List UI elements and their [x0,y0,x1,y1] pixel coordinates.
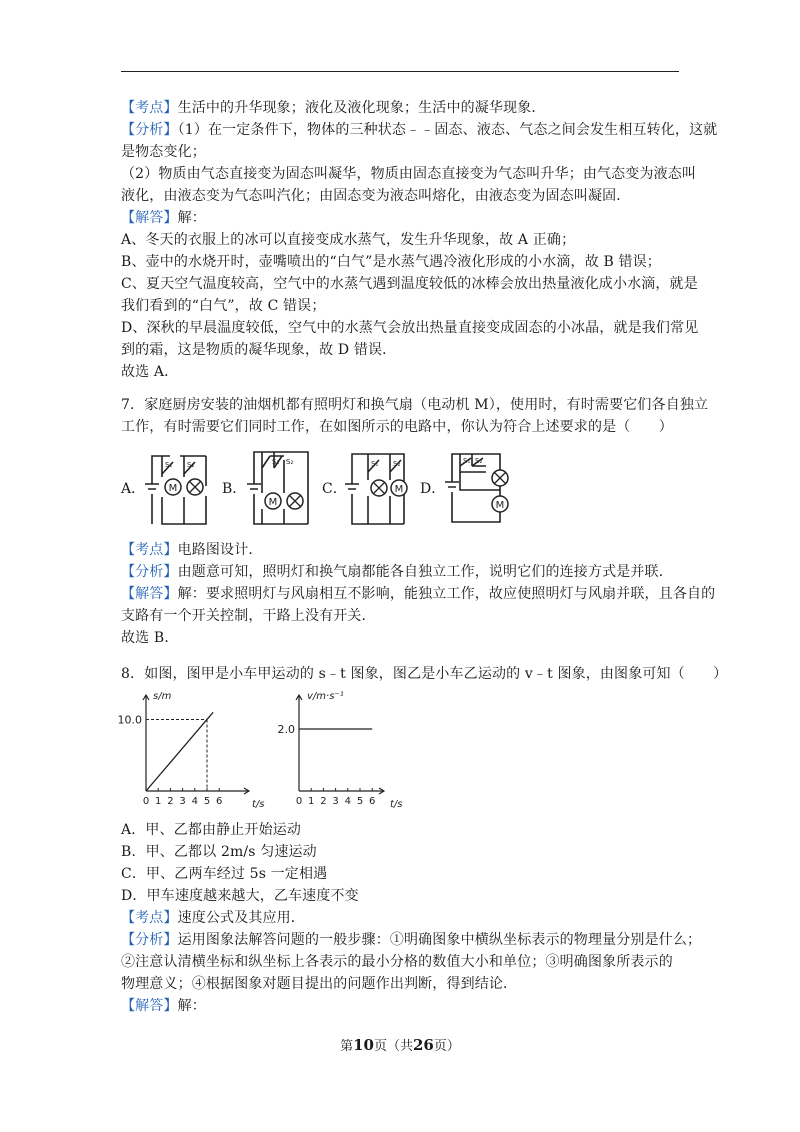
kaodian-tag: 【考点】 [121,100,178,116]
q6-fenxi-text-1: （1）在一定条件下，物体的三种状态﹣﹣固态、液态、气态之间会发生相互转化，这就 [177,122,718,138]
q6-fenxi-text-2: 是物态变化； [121,144,206,160]
circuit-diagram-a [142,446,218,528]
q6-option-c-explanation-1: C、夏天空气温度较高，空气中的水蒸气遇到温度较低的冰棒会放出热量液化成小水滴，就是 [121,276,698,292]
x-tick-label: 6 [216,796,223,807]
switch-s2-label: S₂ [187,461,195,469]
kaodian-tag: 【考点】 [121,910,178,926]
jieda-tag: 【解答】 [121,998,178,1014]
switch-s2-label: S₂ [475,457,483,465]
circuit-diagram-d [442,446,516,528]
footer-page-number: 10 [353,1036,374,1054]
x-tick-label: 6 [369,796,376,807]
q7-option-c-label: C． [322,481,347,497]
y-tick-label: 10.0 [117,713,142,727]
x-tick-label: 3 [332,796,339,807]
fenxi-tag: 【分析】 [121,932,178,948]
q7-stem-2: 工作，有时需要它们同时工作，在如图所示的电路中，你认为符合上述要求的是（ ） [121,419,673,435]
q7-jieda-text-2: 支路有一个开关控制，干路上没有开关． [121,608,376,624]
motor-label: M [268,497,278,508]
switch-s1-label: S₁ [371,460,379,468]
q7-kaodian-text: 电路图设计． [177,542,263,558]
switch-s2-label: S₂ [393,460,401,468]
q7-stem-1: 7．家庭厨房安装的油烟机都有照明灯和换气扇（电动机 M），使用时，有时需要它们各自独立 [121,397,709,413]
page-footer [0,1036,800,1056]
switch-s1-label: S₁ [463,457,471,465]
q6-kaodian-text: 生活中的升华现象；液化及液化现象；生活中的凝华现象． [177,100,546,116]
q8-jieda-line [121,996,691,1016]
y-tick-label: 2.0 [277,723,295,736]
footer-total-pages: 26 [413,1036,434,1054]
q7-option-b-label: B． [222,481,247,497]
kaodian-tag: 【考点】 [121,542,178,558]
footer-prefix: 第 [340,1039,354,1054]
motor-label: M [394,484,404,495]
x-tick-label: 5 [203,796,211,807]
q8-option-a: A．甲、乙都由静止开始运动 [121,822,302,838]
q6-jieda-line [121,208,691,228]
x-tick-label: 3 [179,796,186,807]
q6-option-d-explanation-2: 到的霜，这是物质的凝华现象，故 D 错误． [121,342,397,358]
x-tick-label: 0 [295,796,303,807]
q8-stem: 8．如图，图甲是小车甲运动的 s﹣t 图象，图乙是小车乙运动的 v﹣t 图象，由图象可知（ ） [121,666,728,682]
q6-answer: 故选 A． [121,364,179,380]
chart-axes [143,695,249,794]
q7-answer: 故选 B． [121,630,179,646]
motor-label: M [495,500,505,511]
q6-fenxi-line [121,120,718,140]
x-tick-label: 1 [308,796,315,807]
circuit-diagram-c [342,446,416,528]
s-t-chart [117,688,271,810]
q6-fenxi-text-4: 液化，由液态变为气态叫汽化；由固态变为液态叫熔化，由液态变为固态叫凝固． [121,188,631,204]
v-t-chart [278,688,428,810]
q7-fenxi-text: 由题意可知，照明灯和换气扇都能各自独立工作，说明它们的连接方式是并联． [177,564,673,580]
q7-option-d-label: D． [420,481,446,497]
y-axis-label: v/m·s⁻¹ [307,691,344,702]
q6-jieda-text: 解： [177,210,206,226]
chart-axes [296,695,384,794]
q8-fenxi-line [121,930,702,950]
q6-option-a-explanation: A、冬天的衣服上的冰可以直接变成水蒸气，发生升华现象，故 A 正确； [121,232,576,248]
footer-mid: 页（共 [373,1039,413,1054]
q6-fenxi-text-3: （2）物质由气态直接变为固态叫凝华，物质由固态直接变为气态叫升华；由气态变为液态叫 [121,166,697,182]
switch-s1-label: S₁ [165,461,173,469]
jieda-tag: 【解答】 [121,210,178,226]
jieda-tag: 【解答】 [121,586,178,602]
q8-kaodian-text: 速度公式及其应用． [177,910,305,926]
motor-label: M [168,483,178,494]
switch-s1-label: S₁ [272,458,280,466]
q8-fenxi-text-1: 运用图象法解答问题的一般步骤：①明确图象中横纵坐标表示的物理量分别是什么； [177,932,702,948]
x-tick-label: 5 [356,796,364,807]
x-tick-label: 4 [191,796,198,807]
x-tick-label: 2 [320,796,327,807]
x-axis-label: t/s [390,799,403,810]
q6-option-c-explanation-2: 我们看到的“白气”，故 C 错误； [121,298,326,314]
switch-s2-label: S₂ [286,458,294,466]
q8-fenxi-text-2: ②注意认清横坐标和纵坐标上各表示的最小分格的数值大小和单位；③明确图象所表示的 [121,954,673,970]
q7-jieda-text-1: 解：要求照明灯与风扇相互不影响，能独立工作，故应使照明灯与风扇并联，且各自的 [177,586,716,602]
footer-suffix: 页） [433,1039,460,1054]
x-tick-label: 1 [155,796,162,807]
x-tick-label: 0 [142,796,150,807]
q7-fenxi-line [121,562,691,582]
circuit-diagram-b [244,446,316,528]
header-rule [121,71,679,72]
q7-jieda-line [121,584,716,604]
q8-kaodian-line [121,908,691,928]
fenxi-tag: 【分析】 [121,122,178,138]
q8-option-b: B．甲、乙都以 2m/s 匀速运动 [121,844,317,860]
q6-option-b-explanation: B、壶中的水烧开时，壶嘴喷出的“白气”是水蒸气遇冷液化形成的小水滴，故 B 错误； [121,254,661,270]
q8-jieda-text: 解： [177,998,206,1014]
q7-option-a-label: A． [121,481,146,497]
y-axis-label: s/m [153,691,172,702]
x-tick-label: 4 [344,796,351,807]
q7-kaodian-line [121,540,691,560]
q8-fenxi-text-3: 物理意义；④根据图象对题目提出的问题作出判断，得到结论． [121,976,518,992]
q8-option-d: D．甲车速度越来越大，乙车速度不变 [121,888,359,904]
q6-option-d-explanation-1: D、深秋的早晨温度较低，空气中的水蒸气会放出热量直接变成固态的小冰晶，就是我们常见 [121,320,699,336]
x-axis-label: t/s [252,799,265,810]
q8-option-c: C．甲、乙两车经过 5s 一定相遇 [121,866,328,882]
series-line [146,712,213,791]
q6-kaodian-line [121,98,691,118]
fenxi-tag: 【分析】 [121,564,178,580]
x-tick-label: 2 [167,796,174,807]
